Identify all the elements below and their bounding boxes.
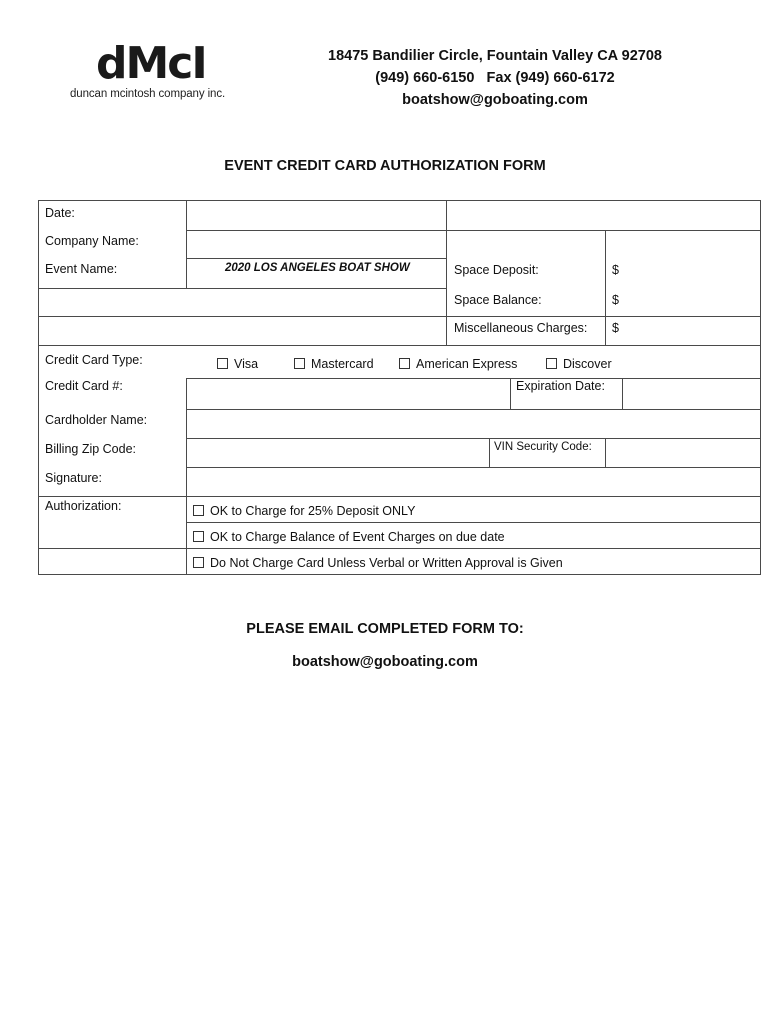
grid-line — [605, 230, 606, 345]
grid-line — [186, 438, 761, 439]
grid-line — [38, 496, 761, 497]
checkbox-icon — [399, 358, 410, 369]
auth-option-deposit[interactable] — [193, 504, 415, 518]
cardholder-label: Cardholder Name: — [45, 413, 148, 427]
space-deposit-label: Space Deposit: — [454, 263, 539, 277]
header-address: 18475 Bandilier Circle, Fountain Valley CA 92708 — [328, 48, 662, 64]
grid-line — [186, 467, 761, 468]
space-balance-label: Space Balance: — [454, 293, 542, 307]
discover-checkbox[interactable] — [546, 357, 612, 371]
grid-line — [186, 378, 187, 575]
auth-option-no-charge[interactable] — [193, 556, 563, 570]
event-name-label: Event Name: — [45, 262, 118, 276]
auth-option-balance-label: OK to Charge Balance of Event Charges on due date — [210, 530, 505, 544]
date-label: Date: — [45, 206, 75, 220]
grid-line — [38, 574, 761, 575]
header-email: boatshow@goboating.com — [402, 92, 588, 108]
checkbox-icon — [217, 358, 228, 369]
zip-label: Billing Zip Code: — [45, 442, 137, 456]
grid-line — [605, 438, 606, 467]
visa-label: Visa — [234, 357, 259, 371]
header-phone-fax: (949) 660-6150 Fax (949) 660-6172 — [375, 70, 615, 86]
amex-checkbox[interactable] — [399, 357, 517, 371]
email-instruction: PLEASE EMAIL COMPLETED FORM TO: — [246, 621, 524, 637]
company-name-label: Company Name: — [45, 234, 139, 248]
auth-option-balance[interactable] — [193, 530, 505, 544]
grid-line — [38, 288, 447, 289]
grid-line — [38, 345, 761, 346]
grid-line — [38, 200, 39, 575]
grid-line — [38, 200, 761, 201]
form-title: EVENT CREDIT CARD AUTHORIZATION FORM — [224, 158, 546, 174]
discover-label: Discover — [563, 357, 612, 371]
grid-line — [510, 378, 511, 409]
signature-label: Signature: — [45, 471, 102, 485]
space-balance-dollar: $ — [612, 293, 619, 307]
header-contact — [300, 45, 690, 111]
grid-line — [38, 548, 761, 549]
email-address: boatshow@goboating.com — [292, 654, 478, 670]
amex-label: American Express — [416, 357, 518, 371]
mastercard-label: Mastercard — [311, 357, 374, 371]
grid-line — [38, 316, 761, 317]
checkbox-icon — [294, 358, 305, 369]
grid-line — [186, 230, 761, 231]
grid-line — [446, 200, 447, 345]
checkbox-icon — [193, 531, 204, 542]
authorization-label: Authorization: — [45, 499, 122, 513]
grid-line — [186, 378, 761, 379]
grid-line — [186, 522, 761, 523]
cc-type-label: Credit Card Type: — [45, 353, 143, 367]
grid-line — [622, 378, 623, 409]
auth-option-no-charge-label: Do Not Charge Card Unless Verbal or Written Approval is Given — [210, 556, 563, 570]
company-logo — [68, 38, 248, 104]
checkbox-icon — [546, 358, 557, 369]
logo-mark: dMcI — [96, 38, 206, 89]
vin-label: VIN Security Code: — [494, 441, 592, 453]
space-deposit-dollar: $ — [612, 263, 619, 277]
checkbox-icon — [193, 557, 204, 568]
grid-line — [186, 409, 761, 410]
mastercard-checkbox[interactable] — [294, 357, 374, 371]
grid-line — [760, 200, 761, 575]
checkbox-icon — [193, 505, 204, 516]
misc-charges-label: Miscellaneous Charges: — [454, 321, 588, 335]
cc-number-label: Credit Card #: — [45, 379, 123, 393]
logo-company-name: duncan mcintosh company inc. — [70, 88, 226, 100]
authorization-form-table — [38, 200, 761, 575]
grid-line — [186, 258, 447, 259]
event-name-value: 2020 LOS ANGELES BOAT SHOW — [225, 262, 410, 274]
expiration-label: Expiration Date: — [516, 379, 605, 393]
misc-charges-dollar: $ — [612, 321, 619, 335]
grid-line — [489, 438, 490, 467]
auth-option-deposit-label: OK to Charge for 25% Deposit ONLY — [210, 504, 416, 518]
grid-line — [186, 200, 187, 288]
visa-checkbox[interactable] — [217, 357, 258, 371]
